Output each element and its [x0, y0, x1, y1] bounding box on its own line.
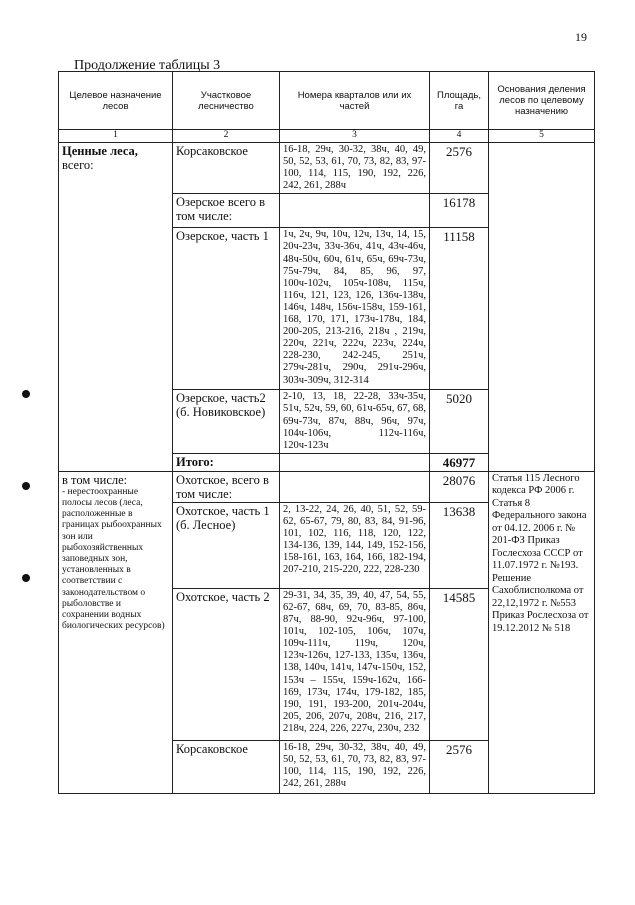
forestry-cell: Озерское всего в том числе: — [173, 194, 280, 228]
quarters-cell: 1ч, 2ч, 9ч, 10ч, 12ч, 13ч, 14, 15, 20ч-23ч, 33ч-36ч, 41ч, 43ч-46ч, 48ч-50ч, 60ч, 61ч, 65ч, 69ч-73ч, 75ч-79ч, 84, 85, 96, 97, 100ч-102ч, 105ч-108ч, 115ч, 116ч, 121, 123, 126, 136ч-138ч, 146ч, 148ч, 156ч-158ч, 159-161, 168, 170, 171, 173ч-178ч, 184, 200-205, 213-216, 218ч , 219ч, 220ч, 221ч, 222ч, 223ч, 224ч, 228-230, 242-245, 251ч, 279ч-281ч, 290ч, 291ч-296ч, 303ч-309ч, 312-314 — [280, 228, 430, 390]
forestry-cell: Охотское, всего в том числе: — [173, 471, 280, 502]
total-area: 46977 — [430, 453, 489, 471]
forest-purpose-table — [58, 71, 595, 794]
area-cell: 11158 — [430, 228, 489, 390]
forestry-cell: Охотское, часть 2 — [173, 588, 280, 740]
punch-hole-mark — [22, 482, 30, 490]
column-number: 5 — [489, 130, 595, 143]
quarters-cell — [280, 453, 430, 471]
forestry-cell: Корсаковское — [173, 143, 280, 194]
area-cell: 16178 — [430, 194, 489, 228]
column-number: 4 — [430, 130, 489, 143]
purpose-title: Ценные леса, — [62, 144, 138, 158]
table-row — [59, 471, 595, 502]
area-cell: 28076 — [430, 471, 489, 502]
quarters-cell: 16-18, 29ч, 30-32, 38ч, 40, 49, 50, 52, 53, 61, 70, 73, 82, 83, 97-100, 114, 115, 190, 192, 226, 242, 261, 288ч — [280, 740, 430, 793]
total-label: Итого: — [173, 453, 280, 471]
forestry-cell: Озерское, часть2 (б. Новиковское) — [173, 390, 280, 453]
quarters-cell — [280, 471, 430, 502]
basis-cell — [489, 143, 595, 472]
page-number: 19 — [575, 30, 587, 44]
area-cell: 14585 — [430, 588, 489, 740]
basis-cell: Статья 115 Лесного кодекса РФ 2006 г. Статья 8 Федерального закона от 04.12. 2006 г. № 201-ФЗ Приказ Гослесхоза СССР от 11.07.1972 г. №193. Решение Сахоблисполкома от 22,12,1972 г. №553 Приказ Рослесхоза от 19.12.2012 № 518 — [489, 471, 595, 793]
purpose-subtitle: всего: — [62, 158, 94, 172]
header-area: Площадь, га — [430, 72, 489, 130]
header-purpose: Целевое назначение лесов — [59, 72, 173, 130]
area-cell: 2576 — [430, 740, 489, 793]
forestry-cell: Охотское, часть 1 (б. Лесное) — [173, 502, 280, 588]
header-basis: Основания деления лесов по целевому назначению — [489, 72, 595, 130]
table-row — [59, 143, 595, 194]
column-number: 1 — [59, 130, 173, 143]
quarters-cell: 16-18, 29ч, 30-32, 38ч, 40, 49, 50, 52, 53, 61, 70, 73, 82, 83, 97-100, 114, 115, 190, 192, 226, 242, 261, 288ч — [280, 143, 430, 194]
purpose-cell — [59, 143, 173, 472]
purpose-title: в том числе: — [62, 472, 128, 487]
quarters-cell: 2, 13-22, 24, 26, 40, 51, 52, 59-62, 65-67, 79, 80, 83, 84, 91-96, 101, 102, 116, 118, 120, 122, 134-136, 139, 144, 149, 152-156, 158-161, 163, 164, 166, 182-194, 207-210, 215-220, 222, 228-230 — [280, 502, 430, 588]
quarters-cell — [280, 194, 430, 228]
quarters-cell: 29-31, 34, 35, 39, 40, 47, 54, 55, 62-67, 68ч, 69, 70, 83-85, 86ч, 87ч, 88-90, 92ч-96ч, 97-100, 101ч, 102-105, 106ч, 107ч, 109ч-111ч, 119ч, 120ч, 123ч-126ч, 127-133, 135ч, 136ч, 138, 140ч, 141ч, 147ч-150ч, 152, 153ч – 155ч, 159ч-162ч, 166-169, 173ч, 174ч, 179-182, 185, 190, 191, 193-200, 201ч-204ч, 205, 206, 207ч, 208ч, 216, 217, 218ч, 224, 226, 227ч, 230ч, 232 — [280, 588, 430, 740]
header-forestry: Участковое лесничество — [173, 72, 280, 130]
punch-hole-mark — [22, 574, 30, 582]
table-caption: Продолжение таблицы 3 — [74, 58, 221, 73]
punch-hole-mark — [22, 390, 30, 398]
area-cell: 13638 — [430, 502, 489, 588]
area-cell: 2576 — [430, 143, 489, 194]
forestry-cell: Озерское, часть 1 — [173, 228, 280, 390]
column-number: 3 — [280, 130, 430, 143]
quarters-cell: 2-10, 13, 18, 22-28, 33ч-35ч, 51ч, 52ч, 59, 60, 61ч-65ч, 67, 68, 69ч-73ч, 87ч, 88ч, 96ч, 97ч, 104ч-106ч, 112ч-116ч, 120ч-123ч — [280, 390, 430, 453]
purpose-subtitle: - нерестоохранные полосы лесов (леса, расположенные в границах рыбоохранных зон или рыбохозяйственных заповедных зон, установленных в соответствии с законодательством о рыболовстве и сохранении водных биологических ресурсов) — [62, 486, 165, 632]
purpose-cell — [59, 471, 173, 793]
forestry-cell: Корсаковское — [173, 740, 280, 793]
column-number: 2 — [173, 130, 280, 143]
area-cell: 5020 — [430, 390, 489, 453]
header-quarters: Номера кварталов или их частей — [280, 72, 430, 130]
